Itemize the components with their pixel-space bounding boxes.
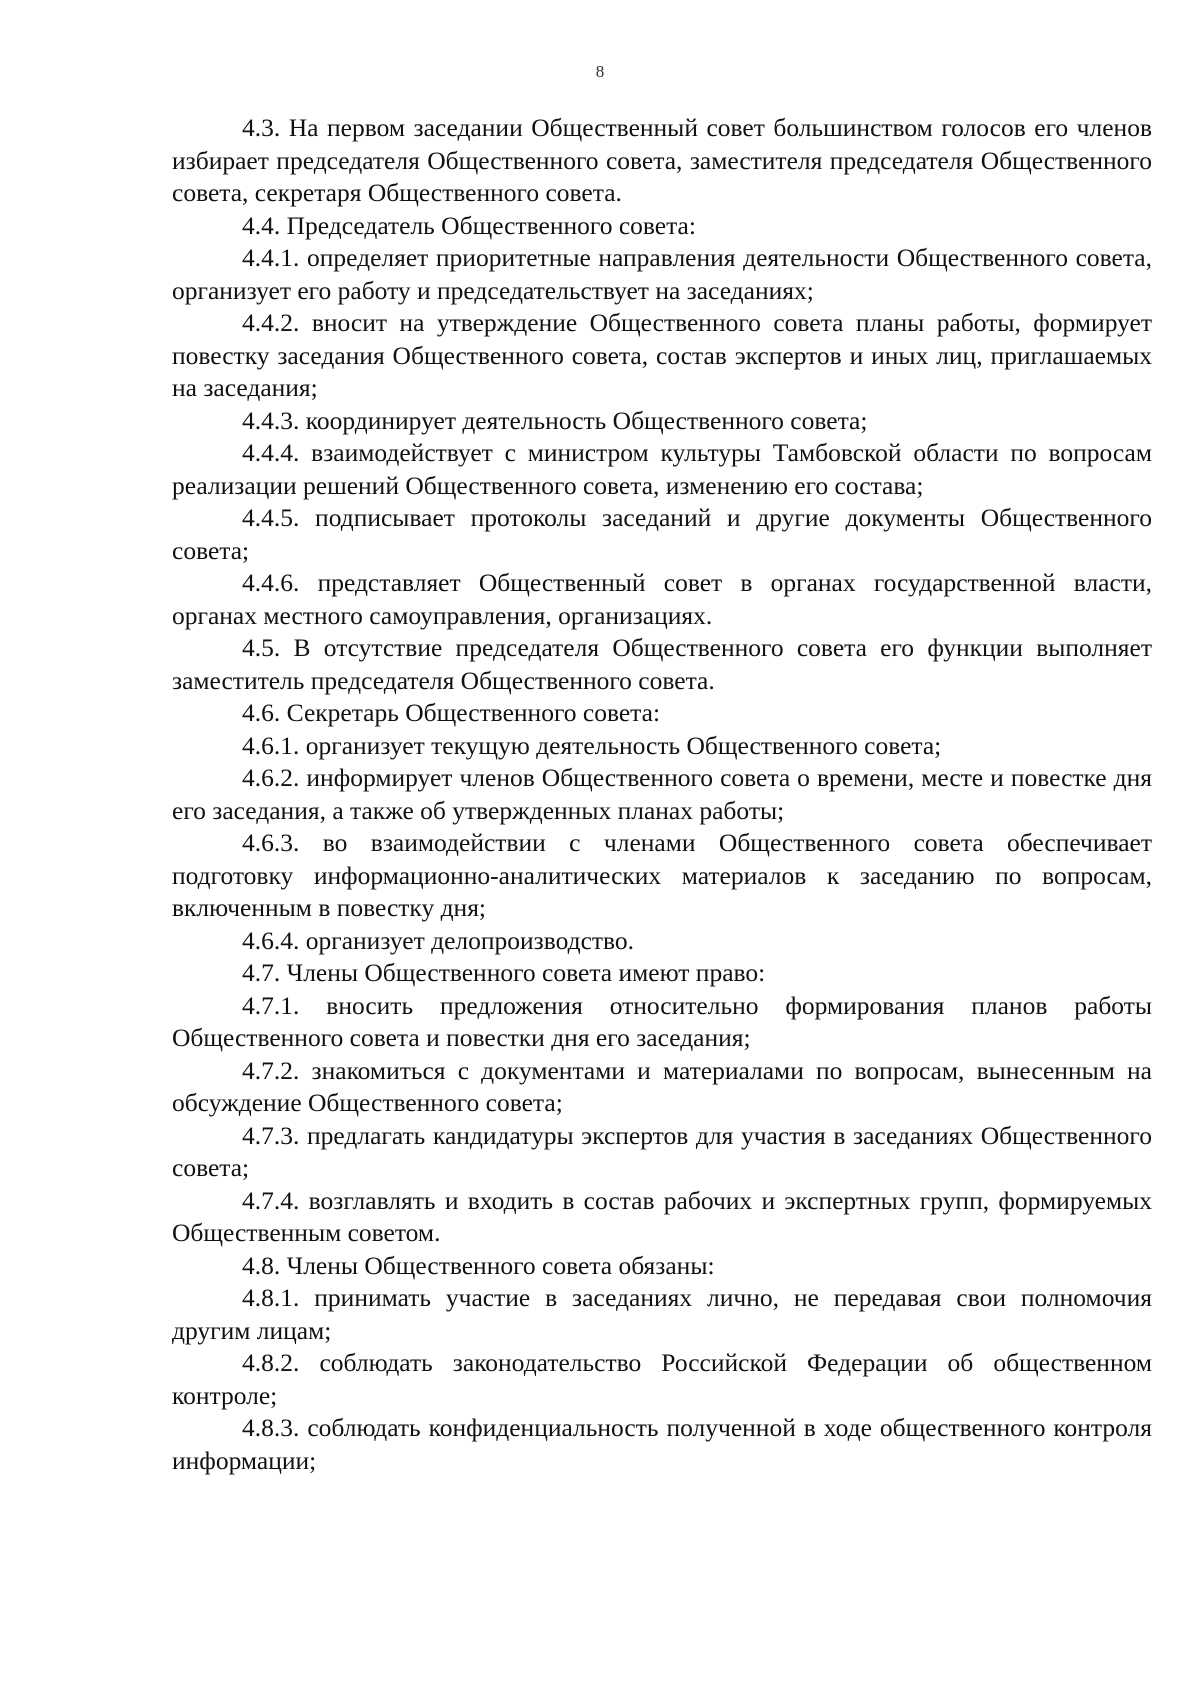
paragraph-4-6-1: 4.6.1. организует текущую деятельность Общественного совета; (242, 730, 942, 760)
paragraph-4-6-4: 4.6.4. организует делопроизводство. (242, 925, 635, 955)
paragraph-4-3: 4.3. На первом заседании Общественный совет большинством голосов его членов избирает председателя Общественного совета, заместителя председателя Общественного совета, секретаря Общественного совета. (172, 113, 1152, 207)
paragraph-4-7-3: 4.7.3. предлагать кандидатуры экспертов для участия в заседаниях Общественного совета; (172, 1120, 1152, 1182)
paragraph-4-4-6: 4.4.6. представляет Общественный совет в органах государственной власти, органах местного самоуправления, организациях. (172, 568, 1152, 630)
paragraph-4-4: 4.4. Председатель Общественного совета: (242, 210, 696, 240)
paragraph-4-7-1: 4.7.1. вносить предложения относительно формирования планов работы Общественного совета и повестки дня его заседания; (172, 990, 1152, 1052)
document-body (172, 112, 1152, 1477)
paragraph-4-4-2: 4.4.2. вносит на утверждение Общественного совета планы работы, формирует повестку заседания Общественного совета, состав экспертов и иных лиц, приглашаемых на заседания; (172, 308, 1152, 402)
paragraph-4-8-1: 4.8.1. принимать участие в заседаниях лично, не передавая свои полномочия другим лицам; (172, 1283, 1152, 1345)
paragraph-4-7: 4.7. Члены Общественного совета имеют право: (242, 958, 766, 987)
paragraph-4-8-2: 4.8.2. соблюдать законодательство Российской Федерации об общественном контроле; (172, 1348, 1152, 1410)
paragraph-4-4-1: 4.4.1. определяет приоритетные направления деятельности Общественного совета, организует его работу и председательствует на заседаниях; (172, 243, 1152, 305)
paragraph-4-7-4: 4.7.4. возглавлять и входить в состав рабочих и экспертных групп, формируемых Общественным советом. (172, 1185, 1152, 1247)
paragraph-4-5: 4.5. В отсутствие председателя Общественного совета его функции выполняет заместитель председателя Общественного совета. (172, 633, 1152, 695)
paragraph-4-6: 4.6. Секретарь Общественного совета: (242, 698, 661, 727)
paragraph-4-8: 4.8. Члены Общественного совета обязаны: (242, 1250, 715, 1280)
page-number: 8 (595, 62, 605, 81)
paragraph-4-6-3: 4.6.3. во взаимодействии с членами Общественного совета обеспечивает подготовку информационно-аналитических материалов к заседанию по вопросам, включенным в повестку дня; (172, 828, 1152, 922)
paragraph-4-7-2: 4.7.2. знакомиться с документами и материалами по вопросам, вынесенным на обсуждение Общественного совета; (172, 1055, 1152, 1117)
paragraph-4-6-2: 4.6.2. информирует членов Общественного совета о времени, месте и повестке дня его заседания, а также об утвержденных планах работы; (172, 763, 1152, 825)
paragraph-4-4-5: 4.4.5. подписывает протоколы заседаний и другие документы Общественного совета; (172, 503, 1152, 565)
paragraph-4-4-4: 4.4.4. взаимодействует с министром культуры Тамбовской области по вопросам реализации решений Общественного совета, изменению его состава; (172, 438, 1152, 500)
paragraph-4-4-3: 4.4.3. координирует деятельность Общественного совета; (242, 405, 868, 435)
paragraph-4-8-3: 4.8.3. соблюдать конфиденциальность полученной в ходе общественного контроля информации; (172, 1413, 1152, 1475)
